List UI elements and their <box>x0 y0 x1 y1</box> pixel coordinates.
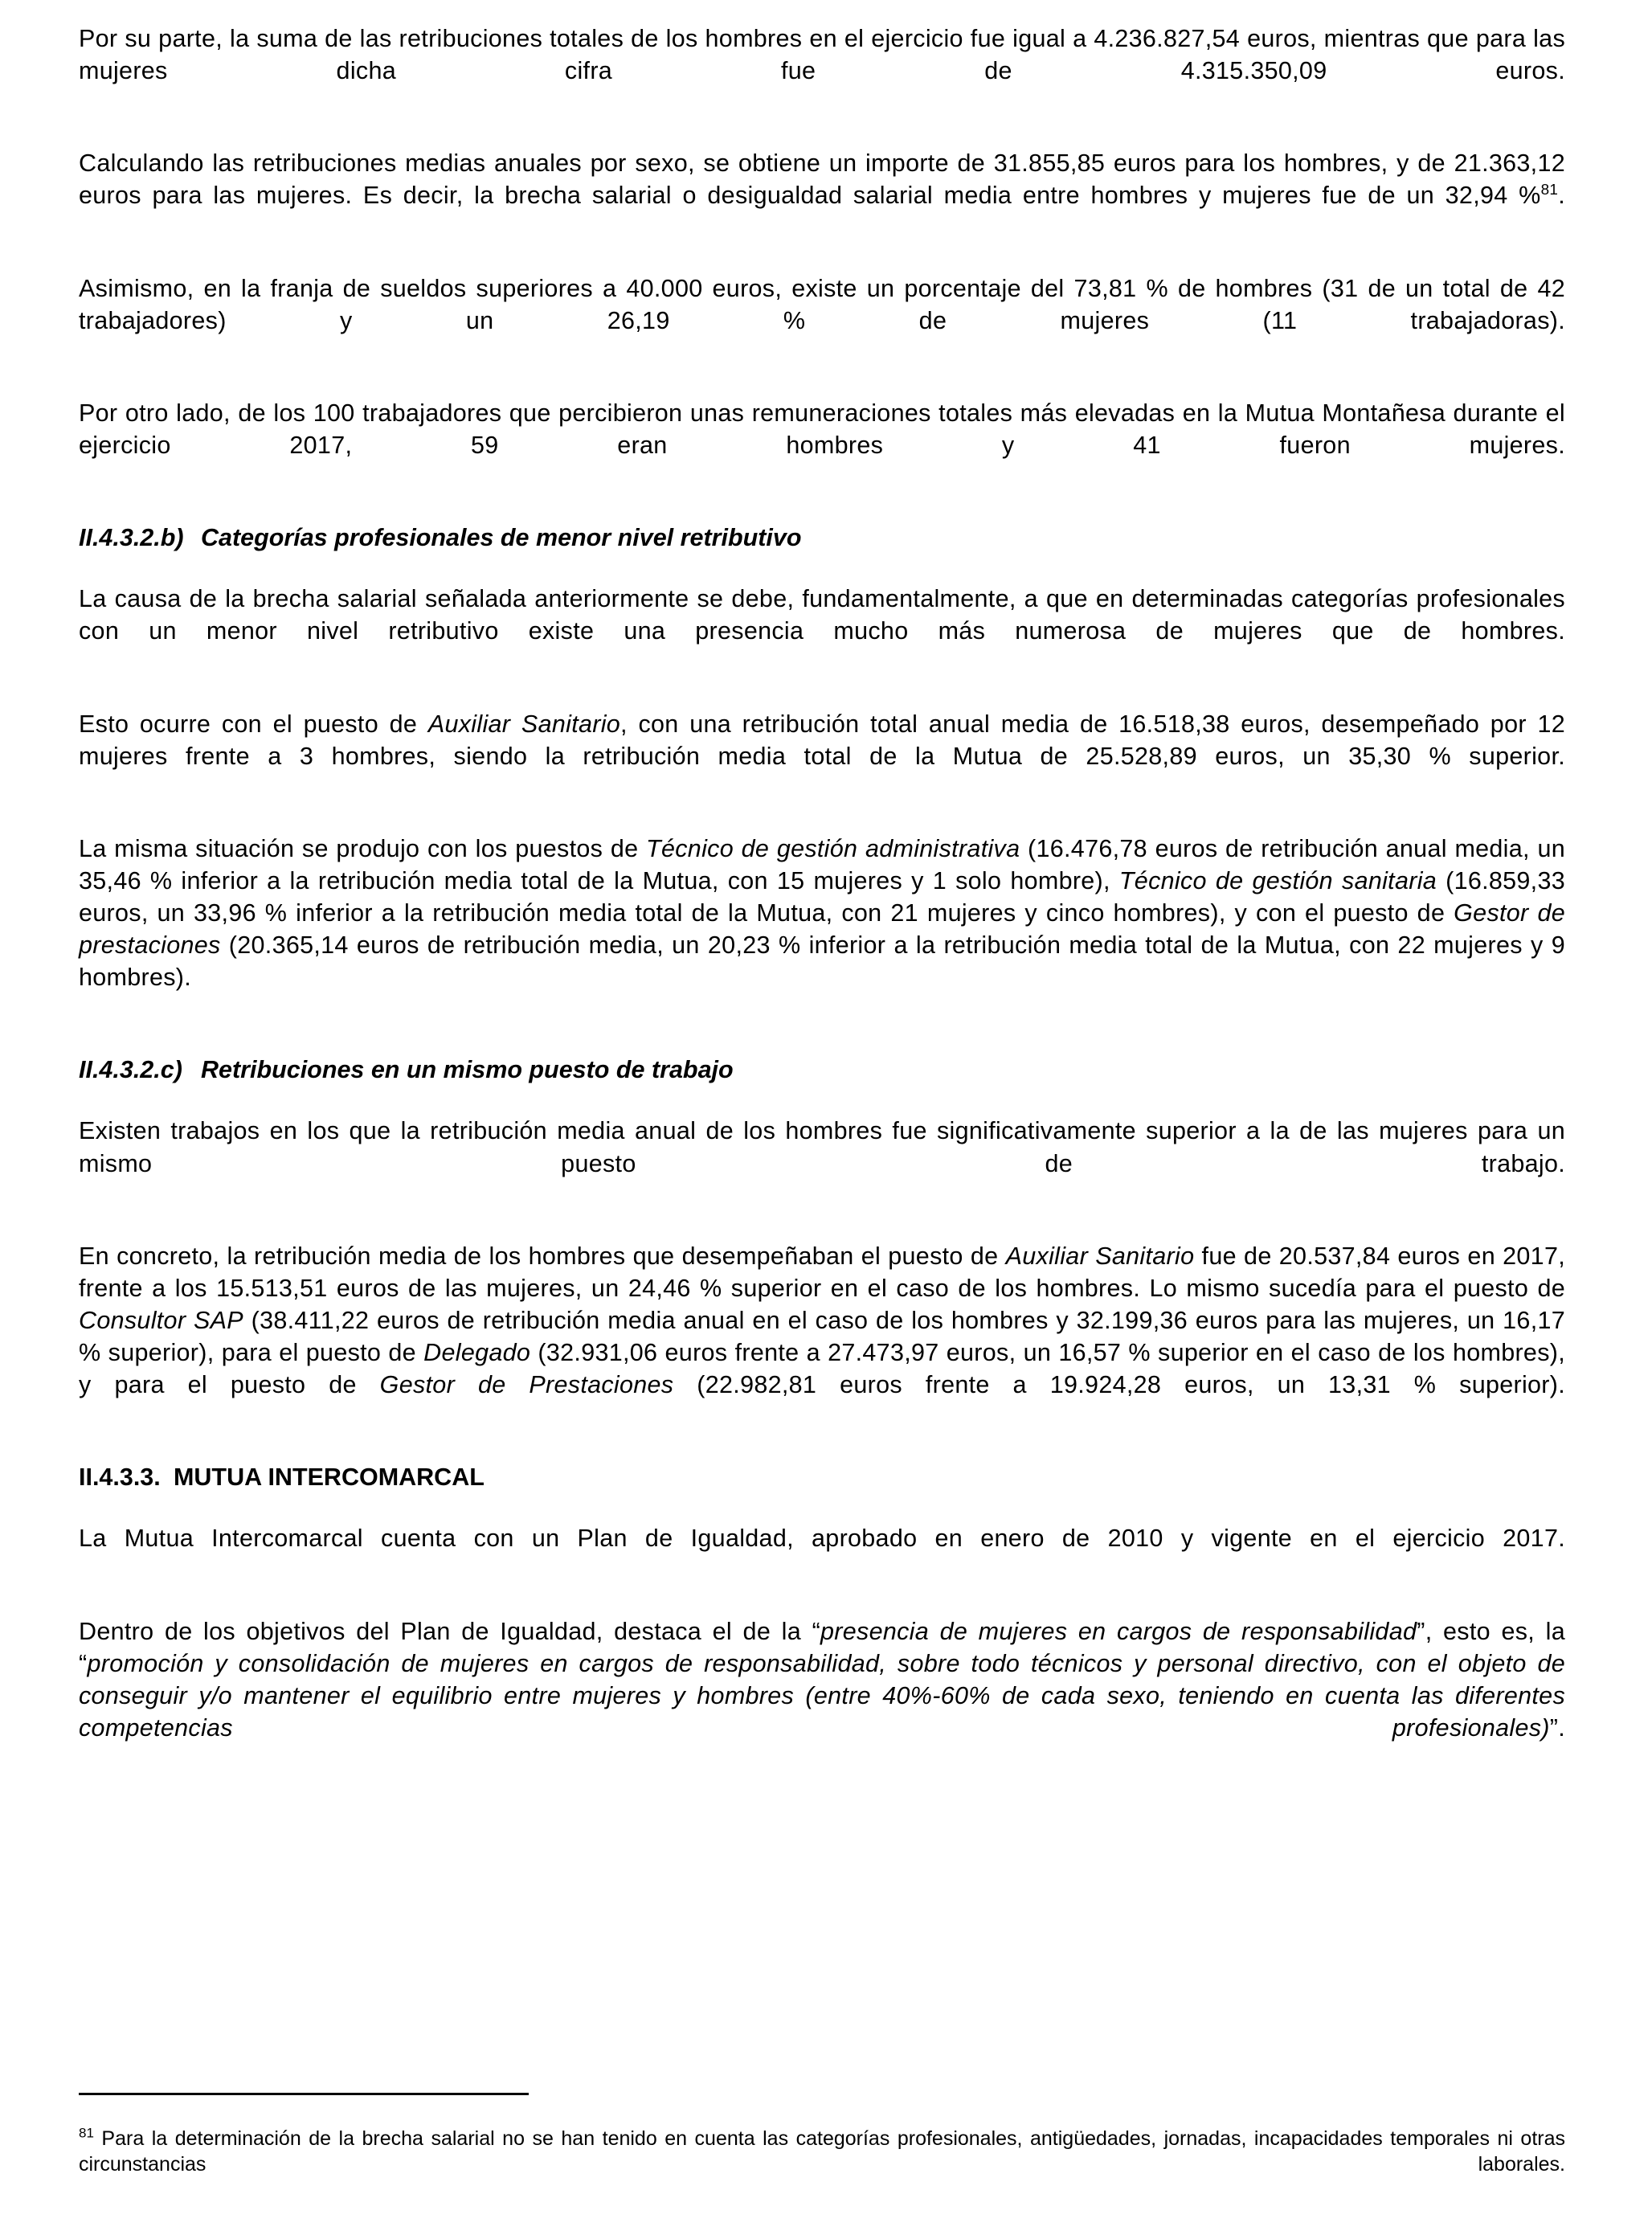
paragraph-text: Existen trabajos en los que la retribución media anual de los hombres fue significativamente superior a la de las mujeres para un mismo puesto de trabajo. <box>79 1117 1565 1177</box>
paragraph-text-part-4: (32.931,06 euros frente a 27.473,97 euros, un 16,57 % superior en el caso de los hombres), y para el puesto de <box>79 1339 1565 1399</box>
paragraph-text-part-1: La misma situación se produjo con los puestos de <box>79 834 647 862</box>
paragraph-auxiliar-sanitario <box>79 708 1565 804</box>
paragraph-causa-brecha <box>79 583 1565 679</box>
paragraph-franja-sueldos <box>79 272 1565 369</box>
job-title-gestor-de-prestaciones: Gestor de prestaciones <box>79 899 1565 960</box>
job-title-auxiliar-sanitario: Auxiliar Sanitario <box>1005 1242 1195 1270</box>
paragraph-en-concreto <box>79 1240 1565 1434</box>
heading-title: Retribuciones en un mismo puesto de trabajo <box>201 1056 734 1084</box>
paragraph-text-part-1: En concreto, la retribución media de los hombres que desempeñaban el puesto de <box>79 1242 1006 1270</box>
quote-promocion-consolidacion: promoción y consolidación de mujeres en cargos de responsabilidad, sobre todo técnicos y personal directivo, con el objeto de conseguir y/o mantener el equilibrio entre mujeres y hombres (entre 40%-60% de cada sexo, teniendo en cuenta las diferentes competencias profesionales) <box>79 1649 1565 1742</box>
paragraph-plan-igualdad <box>79 1522 1565 1586</box>
heading-number: II.4.3.2.c) <box>79 1056 182 1084</box>
paragraph-text: Por otro lado, de los 100 trabajadores que percibieron unas remuneraciones totales más elevadas en la Mutua Montañesa durante el ejercicio 2017, 59 eran hombres y 41 fueron mujeres. <box>79 399 1565 459</box>
heading-number: II.4.3.3. <box>79 1463 161 1492</box>
paragraph-text-part-1: Dentro de los objetivos del Plan de Igualdad, destaca el de la “ <box>79 1617 821 1645</box>
paragraph-cien-trabajadores <box>79 397 1565 493</box>
paragraph-text-part-1: Esto ocurre con el puesto de <box>79 710 428 738</box>
paragraph-text-part-5: (22.982,81 euros frente a 19.924,28 euros, un 13,31 % superior). <box>673 1371 1566 1399</box>
job-title-auxiliar-sanitario: Auxiliar Sanitario <box>427 710 621 738</box>
paragraph-text-part-3: (38.411,22 euros de retribución media anual en el caso de los hombres y 32.199,36 euros para las mujeres, un 16,17 % superior), para el puesto de <box>79 1306 1566 1366</box>
footnote-marker: 81 <box>79 2125 94 2141</box>
paragraph-text: La Mutua Intercomarcal cuenta con un Plan de Igualdad, aprobado en enero de 2010 y vigente en el ejercicio 2017. <box>79 1525 1565 1553</box>
job-title-consultor-sap: Consultor SAP <box>79 1306 243 1334</box>
paragraph-text: La causa de la brecha salarial señalada anteriormente se debe, fundamentalmente, a que en determinadas categorías profesionales con un menor nivel retributivo existe una presencia mucho más numerosa de mujeres que de hombres. <box>79 585 1565 645</box>
paragraph-retribuciones-totales <box>79 23 1565 119</box>
job-title-delegado: Delegado <box>423 1339 531 1366</box>
paragraph-text: Por su parte, la suma de las retribuciones totales de los hombres en el ejercicio fue igual a 4.236.827,54 euros, mientras que para las mujeres dicha cifra fue de 4.315.350,09 euros. <box>79 25 1565 85</box>
paragraph-text-part-2: fue de 20.537,84 euros en 2017, frente a los 15.513,51 euros de las mujeres, un 24,46 % superior en el caso de los hombres. Lo mismo sucedía para el puesto de <box>79 1242 1565 1302</box>
paragraph-existen-trabajos <box>79 1115 1565 1211</box>
heading-number: II.4.3.2.b) <box>79 524 184 552</box>
quote-presencia-mujeres: presencia de mujeres en cargos de responsabilidad <box>820 1617 1417 1645</box>
paragraph-text-part-3: ”. <box>1549 1713 1565 1742</box>
paragraph-text-part-2: (16.476,78 euros de retribución anual media, un 35,46 % inferior a la retribución media total de la Mutua, con 15 mujeres y 1 solo hombre), <box>79 834 1565 894</box>
footnote-body: Para la determinación de la brecha salarial no se han tenido en cuenta las categorías profesionales, antigüedades, jornadas, incapacidades temporales ni otras circunstancias laborales. <box>79 2127 1565 2176</box>
paragraph-text: Asimismo, en la franja de sueldos superiores a 40.000 euros, existe un porcentaje del 73,81 % de hombres (31 de un total de 42 trabajadores) y un 26,19 % de mujeres (11 trabajadoras). <box>79 274 1565 334</box>
paragraph-text-part-2: ”, esto es, la “ <box>79 1617 1565 1677</box>
job-title-tecnico-gestion-administrativa: Técnico de gestión administrativa <box>646 834 1020 862</box>
footnote-area <box>79 2093 1565 2204</box>
paragraph-text-part-1: Calculando las retribuciones medias anuales por sexo, se obtiene un importe de 31.855,85 euros para los hombres, y de 21.363,12 euros para las mujeres. Es decir, la brecha salarial o desigualdad salarial media entre hombres y mujeres fue de un 32,94 % <box>79 149 1565 210</box>
paragraph-text-part-3: (16.859,33 euros, un 33,96 % inferior a la retribución media total de la Mutua, con 21 mujeres y cinco hombres), y con el puesto de <box>79 866 1566 927</box>
footnote-reference-81[interactable]: 81 <box>1540 182 1559 199</box>
footnote-separator-rule <box>79 2093 529 2095</box>
job-title-gestor-de-prestaciones: Gestor de Prestaciones <box>379 1371 674 1399</box>
paragraph-text-part-2: , con una retribución total anual media de 16.518,38 euros, desempeñado por 12 mujeres frente a 3 hombres, siendo la retribución media total de la Mutua de 25.528,89 euros, un 35,30 % superior. <box>79 710 1565 770</box>
heading-title: Categorías profesionales de menor nivel retributivo <box>201 524 802 552</box>
job-title-tecnico-gestion-sanitaria: Técnico de gestión sanitaria <box>1118 866 1437 894</box>
heading-title: MUTUA INTERCOMARCAL <box>174 1463 485 1492</box>
heading-ii-4-3-2-c <box>79 1054 1565 1086</box>
paragraph-tecnico-gestion <box>79 833 1565 1026</box>
paragraph-objetivos-plan <box>79 1615 1565 1776</box>
paragraph-retribuciones-medias <box>79 147 1565 244</box>
heading-ii-4-3-2-b <box>79 522 1565 554</box>
paragraph-text-part-2: . <box>1558 182 1565 210</box>
footnote-81 <box>79 2126 1565 2204</box>
paragraph-text-part-4: (20.365,14 euros de retribución media, un 20,23 % inferior a la retribución media total de la Mutua, con 22 mujeres y 9 hombres). <box>79 931 1565 992</box>
heading-ii-4-3-3-mutua-intercomarcal <box>79 1461 1565 1493</box>
